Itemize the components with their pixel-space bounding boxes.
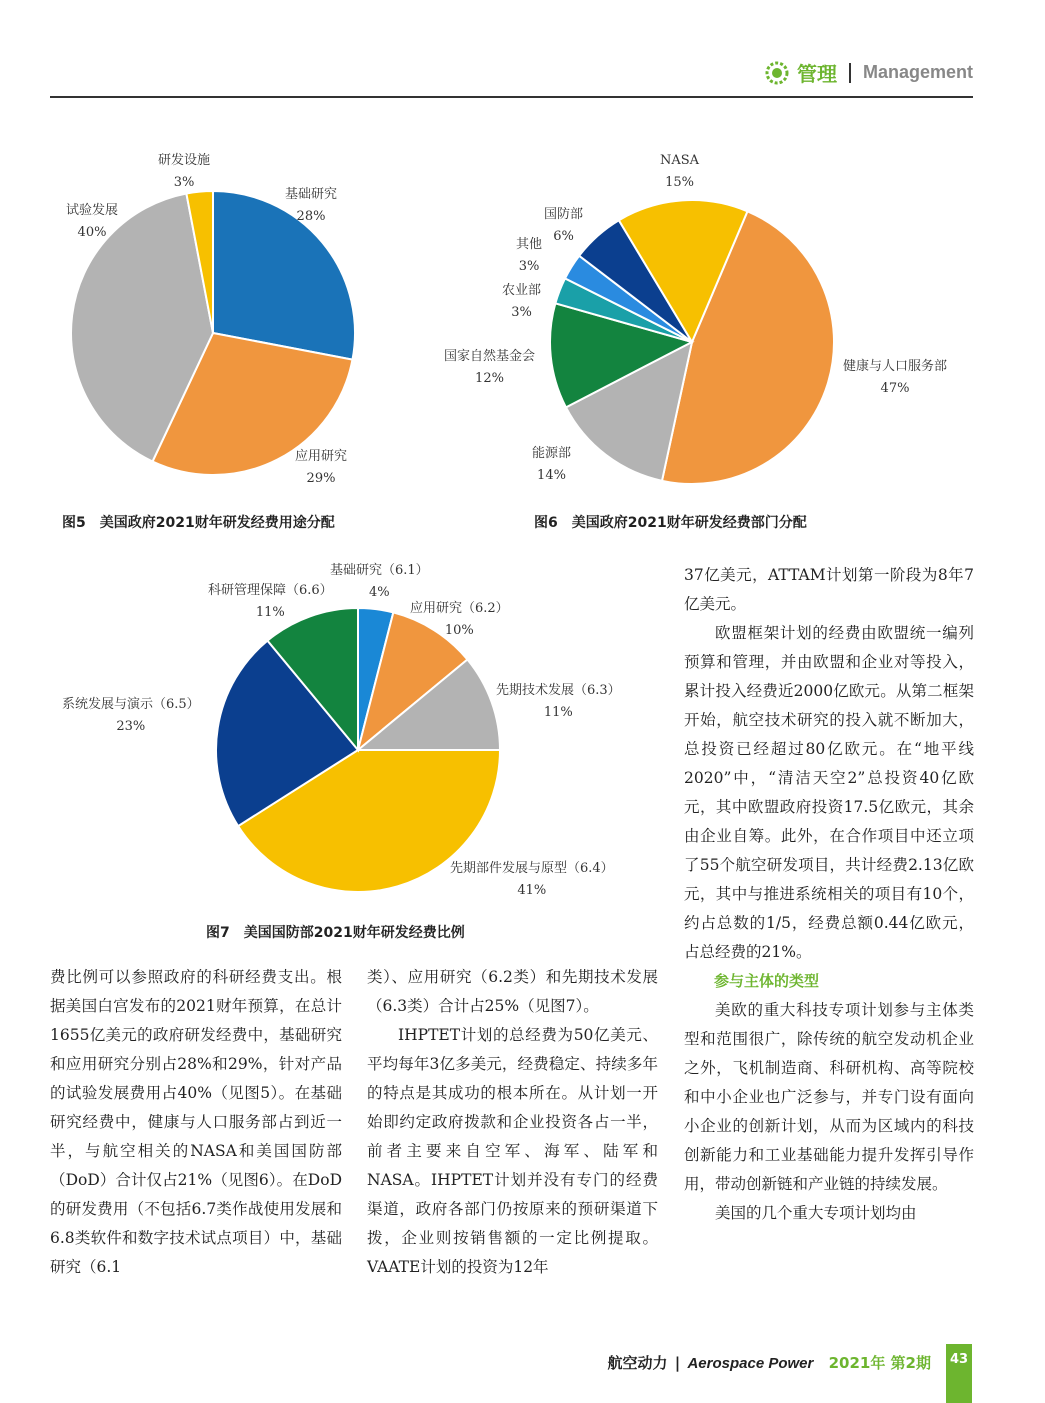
fig5-label-basic: 基础研究 28% bbox=[285, 187, 338, 224]
paragraph: 美国的几个重大专项计划均由 bbox=[715, 1204, 917, 1222]
fig7-label-sysdev: 系统发展与演示（6.5） 23% bbox=[62, 697, 200, 734]
paragraph: 费比例可以参照政府的科研经费支出。根据美国白宫发布的2021财年预算，在总计1655亿美元的政府研发经费中，基础研究和应用研究分别占28%和29%，针对产品的试验发展费用占40%（见图5）。在基础研究经费中，健康与人口服务部占到近一半，与航空相关的NASA和美国国防部（DoD）合计仅占21%（见图6）。在DoD的研发费用（不包括6.7类作战使用发展和6.8类软件和数字技术试点项目）中，基础研究（6.1 bbox=[50, 968, 342, 1276]
left-column bbox=[50, 963, 342, 1282]
section-title-cn: 管理 bbox=[796, 62, 837, 86]
journal-name-cn: 航空动力 bbox=[607, 1354, 668, 1372]
fig7-caption: 图7 美国国防部2021财年研发经费比例 bbox=[206, 925, 465, 941]
fig5-label-applied: 应用研究 29% bbox=[295, 449, 348, 486]
page-number: 43 bbox=[946, 1344, 972, 1403]
paragraph: IHPTET计划的总经费为50亿美元、平均每年3亿多美元，经费稳定、持续多年的特点是其成功的根本所在。从计划一开始即约定政府拨款和企业投资各占一半，前者主要来自空军、海军、陆军和NASA。IHPTET计划并没有专门的经费渠道，政府各部门仍按原来的预研渠道下拨，企业则按销售额的一定比例提取。VAATE计划的投资为12年 bbox=[367, 1026, 658, 1276]
fig6-label-hhs: 健康与人口服务部 47% bbox=[843, 359, 948, 396]
fig7-label-advtech: 先期技术发展（6.3） 11% bbox=[496, 683, 621, 720]
fig6-label-nasa: NASA 15% bbox=[660, 153, 700, 190]
fig5-label-facilities: 研发设施 3% bbox=[158, 153, 211, 190]
section-title-en: Management bbox=[862, 62, 973, 82]
fig6-label-nsf: 国家自然基金会 12% bbox=[444, 349, 536, 386]
paragraph: 美欧的重大科技专项计划参与主体类型和范围很广，除传统的航空发动机企业之外，飞机制造商、科研机构、高等院校和中小企业也广泛参与，并专门设有面向小企业的创新计划，从而为区域内的科技创新能力和工业基础能力提升发挥引导作用，带动创新链和产业链的持续发展。 bbox=[684, 1001, 974, 1193]
section-subheading: 参与主体的类型 bbox=[714, 972, 820, 990]
running-footer bbox=[607, 1352, 931, 1373]
paragraph: 欧盟框架计划的经费由欧盟统一编列预算和管理，并由欧盟和企业对等投入，累计投入经费近2000亿欧元。从第二框架开始，航空技术研究的投入就不断加大，总投资已经超过80亿欧元。在“地平线2020”中，“清洁天空2”总投资40亿欧元，其中欧盟政府投资17.5亿欧元，其余由企业自筹。此外，在合作项目中还立项了55个航空研发项目，共计经费2.13亿欧元，其中与推进系统相关的项目有10个，约占总数的1/5，经费总额0.44亿欧元，占总经费的21%。 bbox=[684, 624, 974, 961]
footer-divider: | bbox=[674, 1354, 681, 1372]
fig6-label-dod: 国防部 6% bbox=[544, 207, 584, 244]
fig7-label-prototype: 先期部件发展与原型（6.4） 41% bbox=[450, 861, 614, 898]
fig5-caption: 图5 美国政府2021财年研发经费用途分配 bbox=[62, 515, 335, 531]
right-column bbox=[684, 561, 974, 1228]
fig7-label-basic: 基础研究（6.1） 4% bbox=[330, 563, 429, 600]
fig7-label-mgmt: 科研管理保障（6.6） 11% bbox=[208, 583, 333, 620]
paragraph: 37亿美元，ATTAM计划第一阶段为8年7亿美元。 bbox=[684, 566, 974, 613]
fig6-label-doe: 能源部 14% bbox=[532, 446, 572, 483]
issue-number: 2021年 第2期 bbox=[828, 1354, 931, 1372]
fig6-label-agri: 农业部 3% bbox=[502, 283, 542, 320]
middle-column bbox=[367, 963, 658, 1282]
fig6-caption: 图6 美国政府2021财年研发经费部门分配 bbox=[534, 515, 807, 531]
paragraph: 类）、应用研究（6.2类）和先期技术发展（6.3类）合计占25%（见图7）。 bbox=[367, 968, 658, 1015]
fig7-label-applied: 应用研究（6.2） 10% bbox=[410, 601, 509, 638]
fig6-label-other: 其他 3% bbox=[516, 237, 543, 274]
journal-name-en: Aerospace Power bbox=[687, 1355, 814, 1372]
fig5-label-dev: 试验发展 40% bbox=[66, 203, 119, 240]
